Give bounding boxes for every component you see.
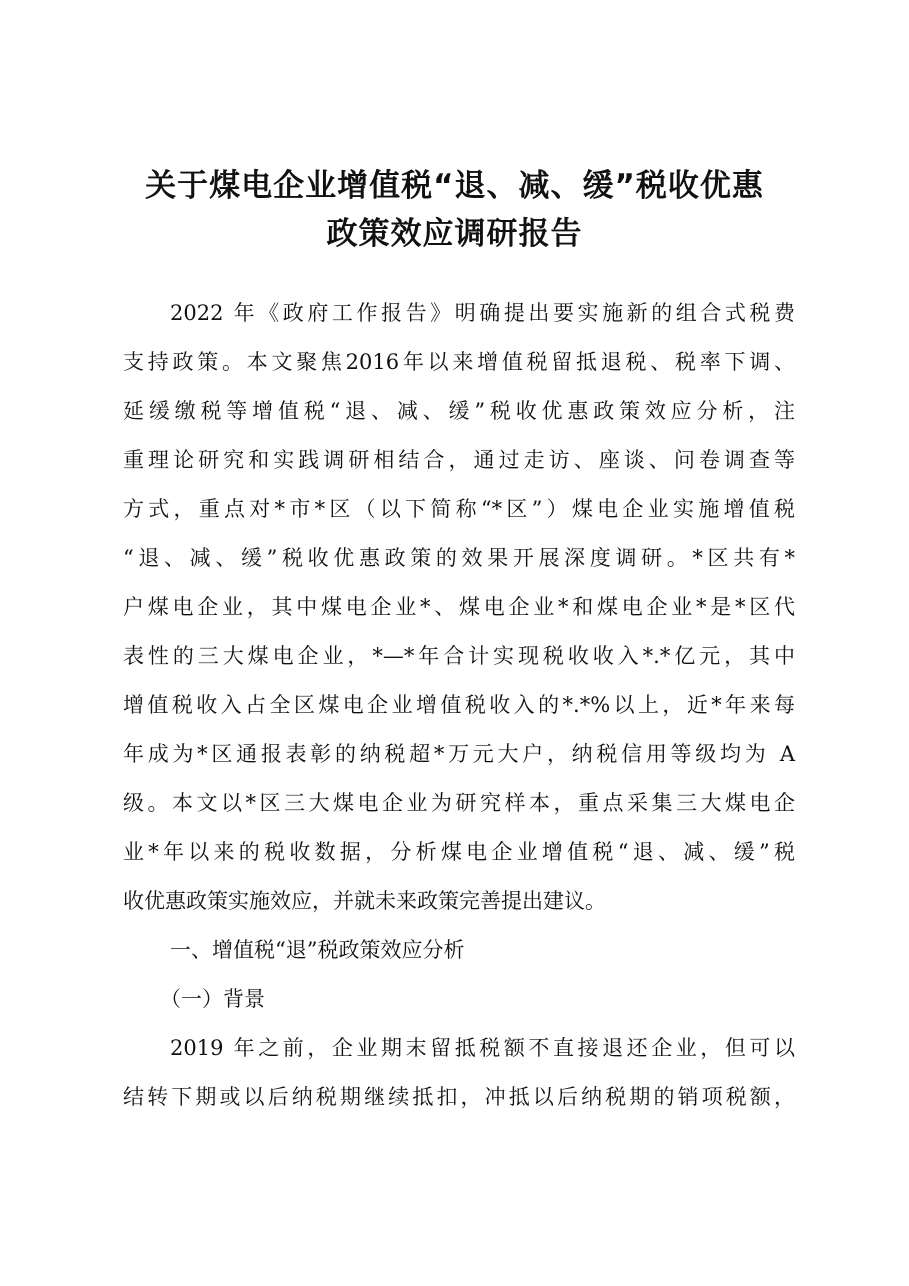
intro-paragraph-line: 年成为*区通报表彰的纳税超*万元大户，纳税信用等级均为 A (123, 742, 795, 766)
intro-paragraph-line: 延缓缴税等增值税“退、减、缓”税收优惠政策效应分析，注 (123, 399, 795, 423)
document-title-line-2: 政策效应调研报告 (326, 216, 583, 252)
intro-paragraph-line: 户煤电企业，其中煤电企业*、煤电企业*和煤电企业*是*区代 (123, 595, 795, 619)
intro-paragraph-line: 方式，重点对*市*区（以下简称“*区”）煤电企业实施增值税 (123, 497, 795, 521)
intro-paragraph-line: “退、减、缓”税收优惠政策的效果开展深度调研。*区共有* (123, 546, 795, 570)
intro-paragraph-line: 重理论研究和实践调研相结合，通过走访、座谈、问卷调查等 (123, 448, 795, 472)
section-heading: 一、增值税“退”税政策效应分析 (170, 938, 465, 962)
intro-paragraph-line: 支持政策。本文聚焦2016年以来增值税留抵退税、税率下调、 (123, 350, 795, 374)
intro-paragraph-line: 表性的三大煤电企业，*—*年合计实现税收收入*.*亿元，其中 (123, 644, 795, 668)
intro-paragraph-line: 收优惠政策实施效应，并就未来政策完善提出建议。 (123, 889, 606, 913)
body-paragraph-line: 结转下期或以后纳税期继续抵扣，冲抵以后纳税期的销项税额， (123, 1085, 795, 1109)
intro-paragraph-line: 2022 年《政府工作报告》明确提出要实施新的组合式税费 (170, 301, 795, 325)
document-title-line-1: 关于煤电企业增值税“退、减、缓”税收优惠 (145, 168, 764, 204)
body-paragraph-line: 2019 年之前，企业期末留抵税额不直接退还企业，但可以 (170, 1036, 795, 1060)
intro-paragraph-line: 级。本文以*区三大煤电企业为研究样本，重点采集三大煤电企 (123, 791, 795, 815)
intro-paragraph-line: 增值税收入占全区煤电企业增值税收入的*.*%以上，近*年来每 (123, 693, 795, 717)
section-sub-heading: （一）背景 (160, 987, 265, 1011)
intro-paragraph-line: 业*年以来的税收数据，分析煤电企业增值税“退、减、缓”税 (123, 840, 795, 864)
